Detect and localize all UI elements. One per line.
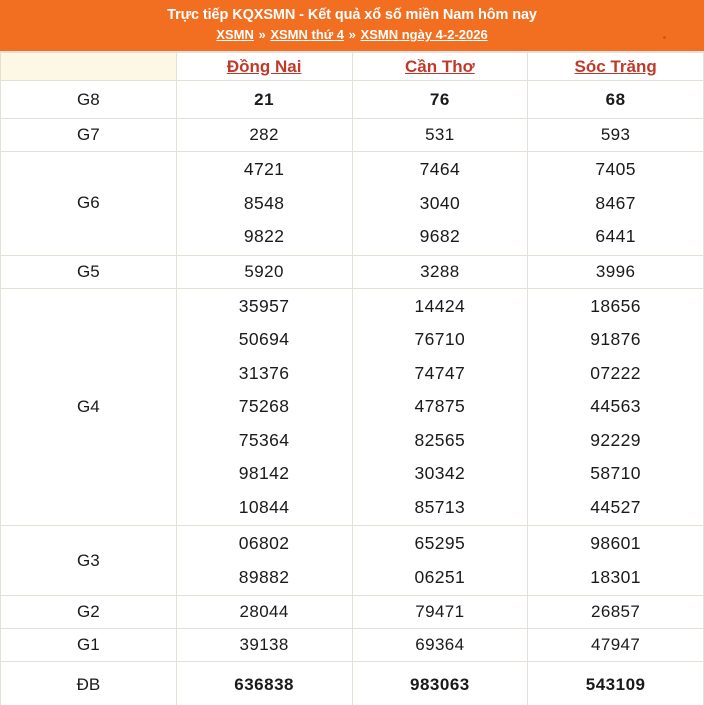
prize-label: G3 <box>1 526 177 596</box>
page-title: Trực tiếp KQXSMN - Kết quả xổ số miền Nam hôm nay <box>167 7 537 23</box>
breadcrumb-separator: » <box>348 27 356 42</box>
prize-cell: 593 <box>528 119 704 152</box>
prize-cell: 39138 <box>176 629 352 662</box>
prize-number: 65295 <box>414 533 466 553</box>
table-body <box>1 81 704 705</box>
table-header-row <box>1 53 704 81</box>
province-link-2[interactable]: Cần Thơ <box>405 56 475 76</box>
prize-number: 8467 <box>595 192 636 213</box>
prize-number: 18656 <box>590 295 641 316</box>
prize-cell: 531 <box>352 119 528 152</box>
prize-label: G6 <box>1 152 177 256</box>
prize-number: 82565 <box>414 429 466 450</box>
prize-cell <box>352 526 528 596</box>
prize-cell: 983063 <box>352 662 528 705</box>
column-header-province-3 <box>528 53 704 81</box>
column-header-province-2 <box>352 53 528 81</box>
prize-label: ĐB <box>1 662 177 705</box>
prize-number: 06802 <box>238 533 290 553</box>
table-row <box>1 596 704 629</box>
prize-cell: 68 <box>528 81 704 119</box>
prize-number: 76710 <box>414 329 466 349</box>
prize-number: 44527 <box>590 496 641 517</box>
prize-number: 4721 <box>243 159 285 179</box>
prize-label: G8 <box>1 81 177 119</box>
breadcrumb <box>0 25 704 44</box>
prize-number: 89882 <box>238 566 290 587</box>
prize-cell: 28044 <box>176 596 352 629</box>
breadcrumb-separator: » <box>258 27 266 42</box>
decorative-dot <box>663 36 666 39</box>
prize-number: 7464 <box>419 159 461 179</box>
prize-number: 10844 <box>238 496 290 517</box>
table-head <box>1 53 704 81</box>
prize-number: 07222 <box>590 362 641 383</box>
prize-cell: 76 <box>352 81 528 119</box>
prize-label: G1 <box>1 629 177 662</box>
table-row <box>1 81 704 119</box>
table-row <box>1 152 704 256</box>
prize-cell <box>528 152 704 256</box>
prize-number: 58710 <box>590 463 641 483</box>
prize-number: 35957 <box>238 295 290 316</box>
breadcrumb-link-date[interactable]: XSMN ngày 4-2-2026 <box>360 27 488 42</box>
lottery-results-table <box>0 52 704 705</box>
province-link-1[interactable]: Đồng Nai <box>226 56 302 76</box>
prize-number: 9822 <box>243 226 285 246</box>
prize-cell <box>352 152 528 256</box>
table-row <box>1 662 704 705</box>
prize-cell: 636838 <box>176 662 352 705</box>
prize-cell: 47947 <box>528 629 704 662</box>
prize-number: 30342 <box>414 463 466 483</box>
prize-number: 74747 <box>414 362 466 383</box>
table-row <box>1 255 704 288</box>
table-row <box>1 119 704 152</box>
prize-cell <box>176 288 352 526</box>
prize-cell: 69364 <box>352 629 528 662</box>
prize-number: 92229 <box>590 429 641 450</box>
prize-cell: 543109 <box>528 662 704 705</box>
prize-number: 6441 <box>595 226 636 246</box>
prize-cell <box>528 526 704 596</box>
table-row <box>1 526 704 596</box>
breadcrumb-link-xsmn[interactable]: XSMN <box>216 27 254 42</box>
table-corner-cell <box>1 53 177 81</box>
prize-number: 8548 <box>243 192 285 213</box>
prize-cell: 26857 <box>528 596 704 629</box>
prize-number: 18301 <box>590 566 641 587</box>
prize-cell: 5920 <box>176 255 352 288</box>
prize-label: G7 <box>1 119 177 152</box>
prize-cell: 3996 <box>528 255 704 288</box>
prize-number: 75364 <box>238 429 290 450</box>
prize-number: 85713 <box>414 496 466 517</box>
prize-cell <box>176 152 352 256</box>
prize-number: 50694 <box>238 329 290 349</box>
prize-cell: 79471 <box>352 596 528 629</box>
prize-cell: 3288 <box>352 255 528 288</box>
prize-number: 3040 <box>419 192 461 213</box>
prize-number: 75268 <box>238 396 290 416</box>
prize-label: G5 <box>1 255 177 288</box>
prize-cell <box>176 526 352 596</box>
page-header <box>0 0 704 52</box>
prize-cell: 282 <box>176 119 352 152</box>
prize-number: 98601 <box>590 533 641 553</box>
breadcrumb-link-weekday[interactable]: XSMN thứ 4 <box>270 27 345 42</box>
prize-number: 14424 <box>414 295 466 316</box>
prize-cell <box>352 288 528 526</box>
prize-label: G2 <box>1 596 177 629</box>
table-row <box>1 629 704 662</box>
prize-number: 98142 <box>238 463 290 483</box>
prize-number: 91876 <box>590 329 641 349</box>
prize-cell: 21 <box>176 81 352 119</box>
prize-label: G4 <box>1 288 177 526</box>
prize-number: 7405 <box>595 159 636 179</box>
prize-number: 44563 <box>590 396 641 416</box>
prize-number: 31376 <box>238 362 290 383</box>
prize-number: 9682 <box>419 226 461 246</box>
prize-number: 06251 <box>414 566 466 587</box>
table-row <box>1 288 704 526</box>
province-link-3[interactable]: Sóc Trăng <box>574 56 657 76</box>
column-header-province-1 <box>176 53 352 81</box>
prize-number: 47875 <box>414 396 466 416</box>
prize-cell <box>528 288 704 526</box>
